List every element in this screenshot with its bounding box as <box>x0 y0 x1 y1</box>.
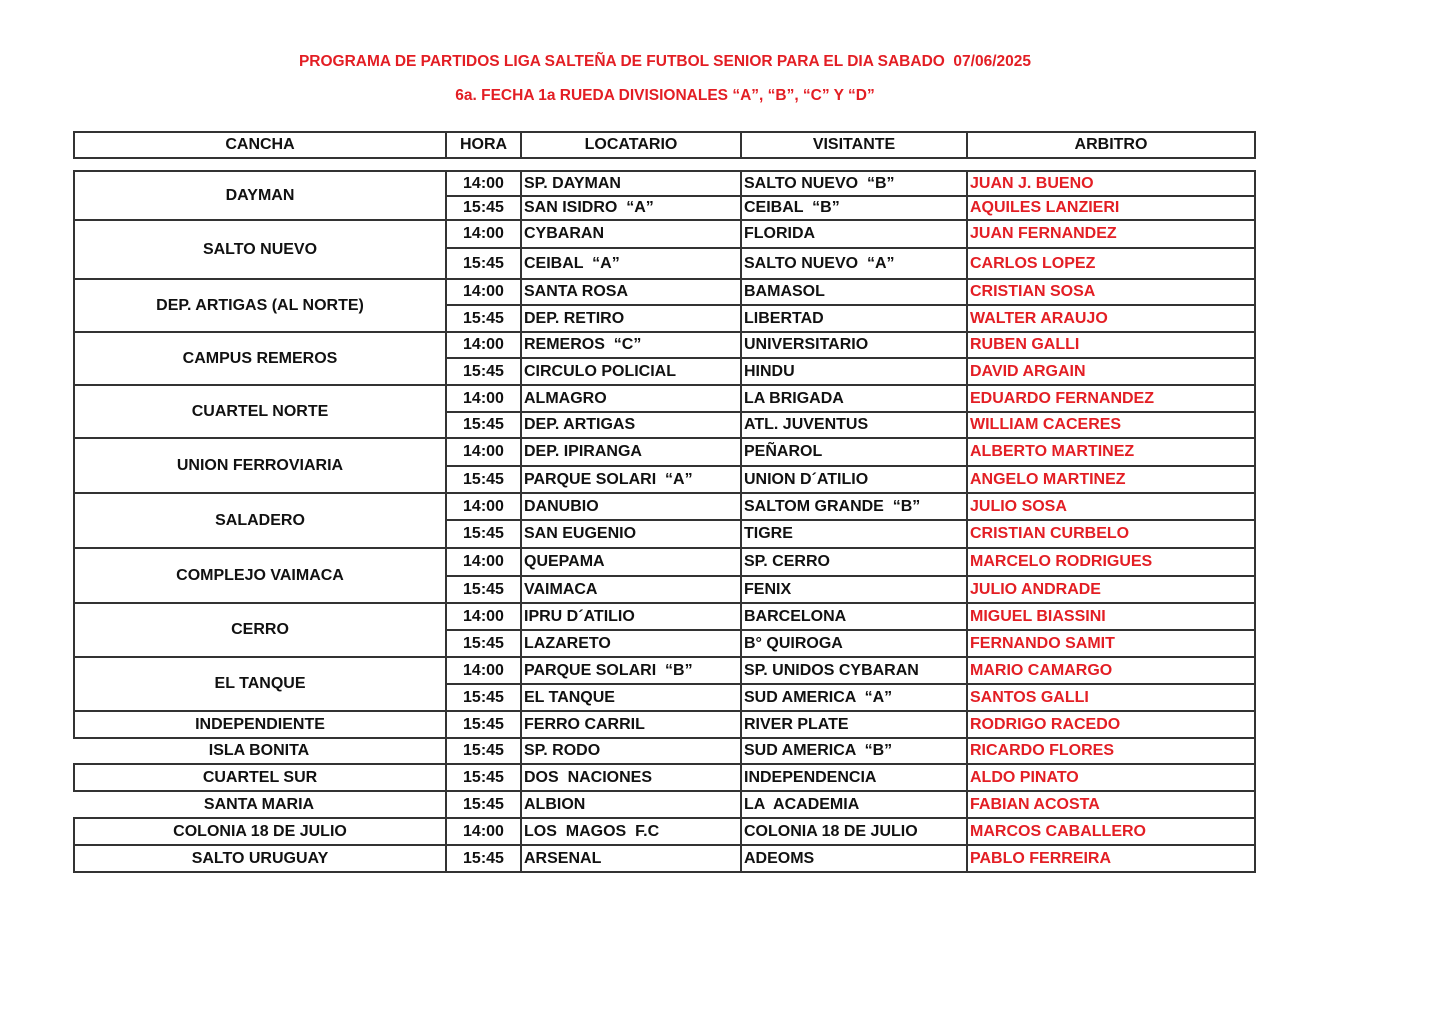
match-time: 15:45 <box>445 710 522 739</box>
match-time: 15:45 <box>445 763 522 792</box>
referee: MARCOS CABALLERO <box>966 817 1256 846</box>
away-team: INDEPENDENCIA <box>740 763 968 792</box>
home-team: DEP. RETIRO <box>520 304 742 333</box>
venue-cell: CAMPUS REMEROS <box>73 331 447 386</box>
referee: FABIAN ACOSTA <box>966 790 1256 819</box>
venue-cell: SALADERO <box>73 492 447 549</box>
venue-cell: INDEPENDIENTE <box>73 710 447 739</box>
home-team: CYBARAN <box>520 219 742 249</box>
home-team: QUEPAMA <box>520 547 742 577</box>
away-team: SP. CERRO <box>740 547 968 577</box>
away-team: RIVER PLATE <box>740 710 968 739</box>
venue-cell: DAYMAN <box>73 170 447 221</box>
home-team: PARQUE SOLARI “A” <box>520 465 742 494</box>
away-team: SALTO NUEVO “A” <box>740 247 968 280</box>
home-team: ARSENAL <box>520 844 742 873</box>
referee: MIGUEL BIASSINI <box>966 602 1256 631</box>
match-time: 15:45 <box>445 844 522 873</box>
match-time: 14:00 <box>445 817 522 846</box>
home-team: SANTA ROSA <box>520 278 742 306</box>
match-time: 14:00 <box>445 278 522 306</box>
home-team: SP. DAYMAN <box>520 170 742 197</box>
referee: WILLIAM CACERES <box>966 411 1256 439</box>
venue-cell: SALTO URUGUAY <box>73 844 447 873</box>
referee: CARLOS LOPEZ <box>966 247 1256 280</box>
away-team: SUD AMERICA “B” <box>740 737 968 765</box>
home-team: SAN ISIDRO “A” <box>520 195 742 221</box>
home-team: ALMAGRO <box>520 384 742 413</box>
match-time: 14:00 <box>445 656 522 685</box>
match-time: 15:45 <box>445 519 522 549</box>
away-team: PEÑAROL <box>740 437 968 467</box>
referee: EDUARDO FERNANDEZ <box>966 384 1256 413</box>
referee: RUBEN GALLI <box>966 331 1256 359</box>
match-row <box>73 737 1256 765</box>
match-time: 14:00 <box>445 437 522 467</box>
home-team: PARQUE SOLARI “B” <box>520 656 742 685</box>
venue-cell: EL TANQUE <box>73 656 447 712</box>
referee: AQUILES LANZIERI <box>966 195 1256 221</box>
match-row <box>73 278 1256 306</box>
home-team: CIRCULO POLICIAL <box>520 357 742 386</box>
match-row <box>73 817 1256 846</box>
match-row <box>73 790 1256 819</box>
home-team: REMEROS “C” <box>520 331 742 359</box>
away-team: LA ACADEMIA <box>740 790 968 819</box>
away-team: SALTO NUEVO “B” <box>740 170 968 197</box>
match-time: 14:00 <box>445 384 522 413</box>
match-row <box>73 547 1256 577</box>
home-team: EL TANQUE <box>520 683 742 712</box>
match-row <box>73 465 1256 494</box>
match-row <box>73 710 1256 739</box>
referee: WALTER ARAUJO <box>966 304 1256 333</box>
referee: JUAN J. BUENO <box>966 170 1256 197</box>
match-row <box>73 384 1256 413</box>
match-row <box>73 195 1256 221</box>
referee: JULIO ANDRADE <box>966 575 1256 604</box>
venue-cell: ISLA BONITA <box>73 737 447 765</box>
match-time: 15:45 <box>445 411 522 439</box>
match-time: 15:45 <box>445 629 522 658</box>
home-team: DOS NACIONES <box>520 763 742 792</box>
header-visitante: VISITANTE <box>740 131 968 159</box>
referee: FERNANDO SAMIT <box>966 629 1256 658</box>
match-time: 15:45 <box>445 195 522 221</box>
match-time: 15:45 <box>445 304 522 333</box>
away-team: FLORIDA <box>740 219 968 249</box>
match-row <box>73 519 1256 549</box>
match-time: 15:45 <box>445 790 522 819</box>
referee: MARCELO RODRIGUES <box>966 547 1256 577</box>
match-time: 14:00 <box>445 547 522 577</box>
away-team: SUD AMERICA “A” <box>740 683 968 712</box>
away-team: FENIX <box>740 575 968 604</box>
match-row <box>73 683 1256 712</box>
home-team: DEP. IPIRANGA <box>520 437 742 467</box>
away-team: SP. UNIDOS CYBARAN <box>740 656 968 685</box>
match-row <box>73 602 1256 631</box>
away-team: CEIBAL “B” <box>740 195 968 221</box>
referee: JULIO SOSA <box>966 492 1256 521</box>
match-time: 14:00 <box>445 219 522 249</box>
match-time: 15:45 <box>445 575 522 604</box>
venue-cell: DEP. ARTIGAS (AL NORTE) <box>73 278 447 333</box>
venue-cell: CUARTEL NORTE <box>73 384 447 439</box>
home-team: VAIMACA <box>520 575 742 604</box>
venue-cell: COMPLEJO VAIMACA <box>73 547 447 604</box>
referee: CRISTIAN SOSA <box>966 278 1256 306</box>
match-row <box>73 844 1256 873</box>
away-team: TIGRE <box>740 519 968 549</box>
match-row <box>73 357 1256 386</box>
away-team: ADEOMS <box>740 844 968 873</box>
venue-cell: CUARTEL SUR <box>73 763 447 792</box>
away-team: BAMASOL <box>740 278 968 306</box>
venue-cell: UNION FERROVIARIA <box>73 437 447 494</box>
home-team: CEIBAL “A” <box>520 247 742 280</box>
referee: JUAN FERNANDEZ <box>966 219 1256 249</box>
header-row <box>73 131 1256 159</box>
away-team: UNION D´ATILIO <box>740 465 968 494</box>
header-cancha: CANCHA <box>73 131 447 159</box>
home-team: ALBION <box>520 790 742 819</box>
away-team: BARCELONA <box>740 602 968 631</box>
header-locatario: LOCATARIO <box>520 131 742 159</box>
match-row <box>73 629 1256 658</box>
document-subtitle: 6a. FECHA 1a RUEDA DIVISIONALES “A”, “B”, “C” Y “D” <box>455 87 875 104</box>
home-team: SP. RODO <box>520 737 742 765</box>
match-row <box>73 247 1256 280</box>
away-team: SALTOM GRANDE “B” <box>740 492 968 521</box>
referee: CRISTIAN CURBELO <box>966 519 1256 549</box>
home-team: LOS MAGOS F.C <box>520 817 742 846</box>
referee: RODRIGO RACEDO <box>966 710 1256 739</box>
match-row <box>73 304 1256 333</box>
venue-cell: COLONIA 18 DE JULIO <box>73 817 447 846</box>
referee: ALDO PINATO <box>966 763 1256 792</box>
match-row <box>73 170 1256 197</box>
venue-cell: SALTO NUEVO <box>73 219 447 280</box>
match-time: 14:00 <box>445 602 522 631</box>
match-row <box>73 219 1256 249</box>
away-team: COLONIA 18 DE JULIO <box>740 817 968 846</box>
header-arbitro: ARBITRO <box>966 131 1256 159</box>
home-team: LAZARETO <box>520 629 742 658</box>
referee: ANGELO MARTINEZ <box>966 465 1256 494</box>
header-hora: HORA <box>445 131 522 159</box>
home-team: DANUBIO <box>520 492 742 521</box>
away-team: LA BRIGADA <box>740 384 968 413</box>
venue-cell: SANTA MARIA <box>73 790 447 819</box>
referee: ALBERTO MARTINEZ <box>966 437 1256 467</box>
match-row <box>73 411 1256 439</box>
away-team: B° QUIROGA <box>740 629 968 658</box>
match-time: 15:45 <box>445 737 522 765</box>
match-time: 14:00 <box>445 331 522 359</box>
match-row <box>73 575 1256 604</box>
home-team: IPRU D´ATILIO <box>520 602 742 631</box>
match-row <box>73 763 1256 792</box>
away-team: HINDU <box>740 357 968 386</box>
referee: DAVID ARGAIN <box>966 357 1256 386</box>
away-team: UNIVERSITARIO <box>740 331 968 359</box>
venue-cell: CERRO <box>73 602 447 658</box>
referee: PABLO FERREIRA <box>966 844 1256 873</box>
match-row <box>73 492 1256 521</box>
referee: MARIO CAMARGO <box>966 656 1256 685</box>
match-time: 15:45 <box>445 683 522 712</box>
match-time: 15:45 <box>445 465 522 494</box>
match-time: 14:00 <box>445 170 522 197</box>
document-title: PROGRAMA DE PARTIDOS LIGA SALTEÑA DE FUTBOL SENIOR PARA EL DIA SABADO 07/06/2025 <box>298 53 1032 70</box>
home-team: DEP. ARTIGAS <box>520 411 742 439</box>
away-team: ATL. JUVENTUS <box>740 411 968 439</box>
referee: SANTOS GALLI <box>966 683 1256 712</box>
home-team: FERRO CARRIL <box>520 710 742 739</box>
match-row <box>73 331 1256 359</box>
match-row <box>73 437 1256 467</box>
home-team: SAN EUGENIO <box>520 519 742 549</box>
away-team: LIBERTAD <box>740 304 968 333</box>
match-time: 15:45 <box>445 247 522 280</box>
match-time: 14:00 <box>445 492 522 521</box>
match-row <box>73 656 1256 685</box>
match-time: 15:45 <box>445 357 522 386</box>
referee: RICARDO FLORES <box>966 737 1256 765</box>
